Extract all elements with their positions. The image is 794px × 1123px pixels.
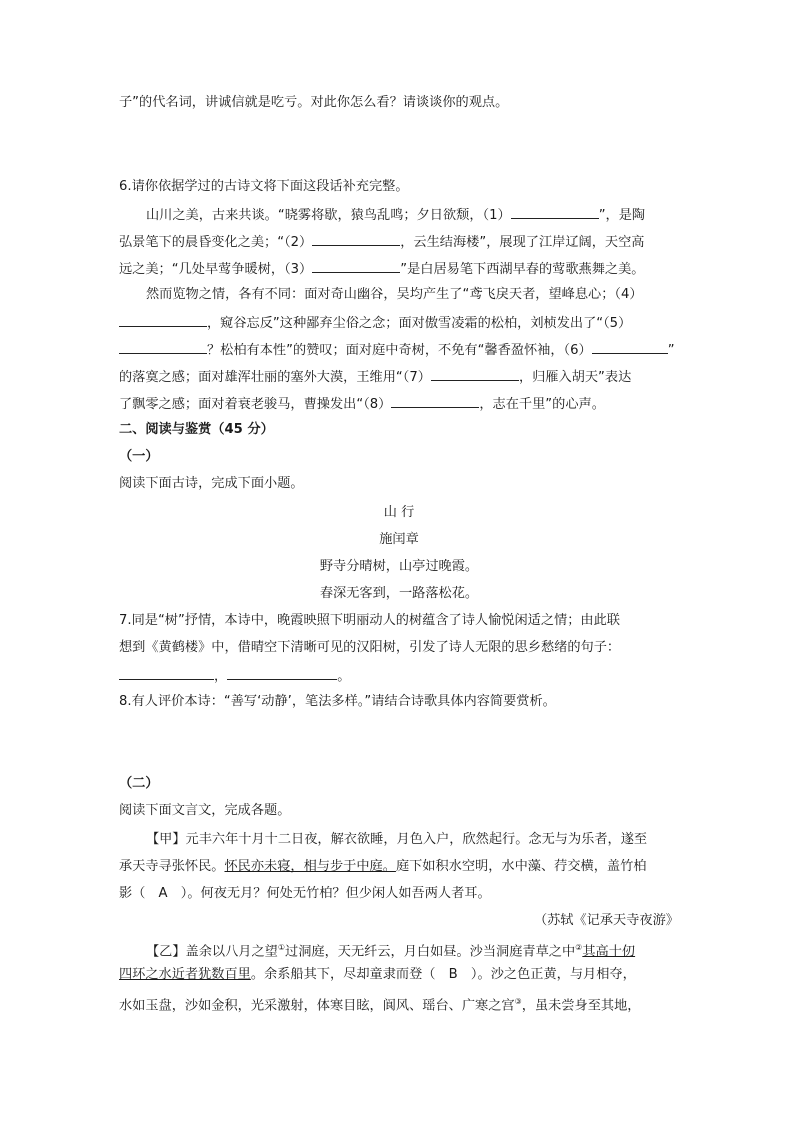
answer-blank-3[interactable] xyxy=(312,258,400,273)
answer-blank-5[interactable] xyxy=(119,339,207,354)
q7-answer-line: ， 。 xyxy=(119,665,679,687)
answer-blank-8[interactable] xyxy=(391,393,479,408)
footnote-marker-1: ① xyxy=(277,943,286,952)
q5-tail: 子”的代名词，讲诚信就是吃亏。对此你怎么看？请谈谈你的观点。 xyxy=(119,95,509,110)
poem-line-2: 春深无客到，一路落松花。 xyxy=(319,586,479,601)
footnote-marker-2: ② xyxy=(575,943,583,952)
answer-blank-4[interactable] xyxy=(119,312,207,327)
q6-para2-line1: 然而览物之情，各有不同：面对奇山幽谷，吴均产生了“鸢飞戾天者，望峰息心；（4） xyxy=(146,287,643,302)
yi-line1: 【乙】盖余以八月之望①过洞庭，天无纤云，月白如昼。沙当洞庭青草之中②其高十仞 xyxy=(146,943,636,960)
q6-para1-line3: 远之美；“几处早莺争暖树，（3） ”是白居易笔下西湖早春的莺歌燕舞之美。 xyxy=(119,258,679,280)
section2-heading: 二、阅读与鉴赏（45 分） xyxy=(119,422,274,437)
q7-line2: 想到《黄鹤楼》中，借晴空下清晰可见的汉阳树，引发了诗人无限的思乡愁绪的句子： xyxy=(119,640,621,655)
q6-para2-line5: 了飘零之感；面对着衰老骏马，曹操发出“（8） ，志在千里”的心声。 xyxy=(119,393,679,415)
jia-source: （苏轼《记承天寺夜游》 xyxy=(533,913,679,928)
underlined-sentence-yi-part2: 四环之水近者犹数百里 xyxy=(119,967,251,982)
q6-para2-line3: ？松柏有本性”的赞叹；面对庭中奇树，不免有“馨香盈怀袖，（6） ” xyxy=(119,339,679,361)
answer-blank-q7-2[interactable] xyxy=(227,665,337,680)
q6-para1-line2: 弘景笔下的晨昏变化之美；“（2） ，云生结海楼”，展现了江岸辽阔，天空高 xyxy=(119,231,679,253)
poem-title: 山 行 xyxy=(383,505,415,520)
jia-line1: 【甲】元丰六年十月十二日夜，解衣欲睡，月色入户，欣然起行。念无与为乐者，遂至 xyxy=(146,832,648,847)
underlined-sentence-yi-part1: 其高十仞 xyxy=(582,944,636,960)
jia-line2: 承天寺寻张怀民。怀民亦未寝，相与步于中庭。庭下如积水空明，水中藻、荇交横，盖竹柏 xyxy=(119,859,647,874)
answer-blank-6[interactable] xyxy=(592,339,668,354)
answer-blank-2[interactable] xyxy=(312,231,400,246)
answer-blank-7[interactable] xyxy=(431,366,519,381)
yi-line3: 水如玉盘，沙如金积，光采激射，体寒目眩，阆风、瑶台、广寒之宫③，虽未尝身至其地， xyxy=(119,997,641,1014)
answer-blank-q7-1[interactable] xyxy=(119,665,214,680)
q6-para2-line2: ，窥谷忘反”这种鄙弃尘俗之念；面对傲雪凌霜的松柏，刘桢发出了“（5） xyxy=(119,312,679,334)
jia-line3: 影（ A ）。何夜无月？何处无竹柏？但少闲人如吾两人者耳。 xyxy=(119,886,491,901)
part2-label: （二） xyxy=(119,776,159,791)
underlined-sentence-jia: 怀民亦未寝，相与步于中庭。 xyxy=(224,859,396,874)
answer-blank-1[interactable] xyxy=(511,204,599,219)
footnote-marker-3: ③ xyxy=(514,997,522,1006)
q6-stem: 6.请你依据学过的古诗文将下面这段话补充完整。 xyxy=(119,179,409,194)
part1-label: （一） xyxy=(119,449,159,464)
yi-line2: 四环之水近者犹数百里。余系船其下，尽却童隶而登（ B ）。沙之色正黄，与月相夺， xyxy=(119,967,636,982)
q8: 8.有人评价本诗：“善写‘动静’，笔法多样。”请结合诗歌具体内容简要赏析。 xyxy=(119,694,556,709)
poem-line-1: 野寺分晴树，山亭过晚霞。 xyxy=(319,559,479,574)
part2-intro: 阅读下面文言文，完成各题。 xyxy=(119,803,291,818)
poem-author: 施闰章 xyxy=(379,532,419,547)
part1-intro: 阅读下面古诗，完成下面小题。 xyxy=(119,476,304,491)
q7-line1: 7.同是“树”抒情，本诗中，晚霞映照下明丽动人的树蕴含了诗人愉悦闲适之情；由此联 xyxy=(119,613,620,628)
q6-para2-line4: 的落寞之感；面对雄浑壮丽的塞外大漠，王维用“（7） ，归雁入胡天”表达 xyxy=(119,366,679,388)
q6-para1-line1: 山川之美，古来共谈。“晓雾将歇，猿鸟乱鸣；夕日欲颓，（1） ”，是陶 xyxy=(146,204,706,226)
